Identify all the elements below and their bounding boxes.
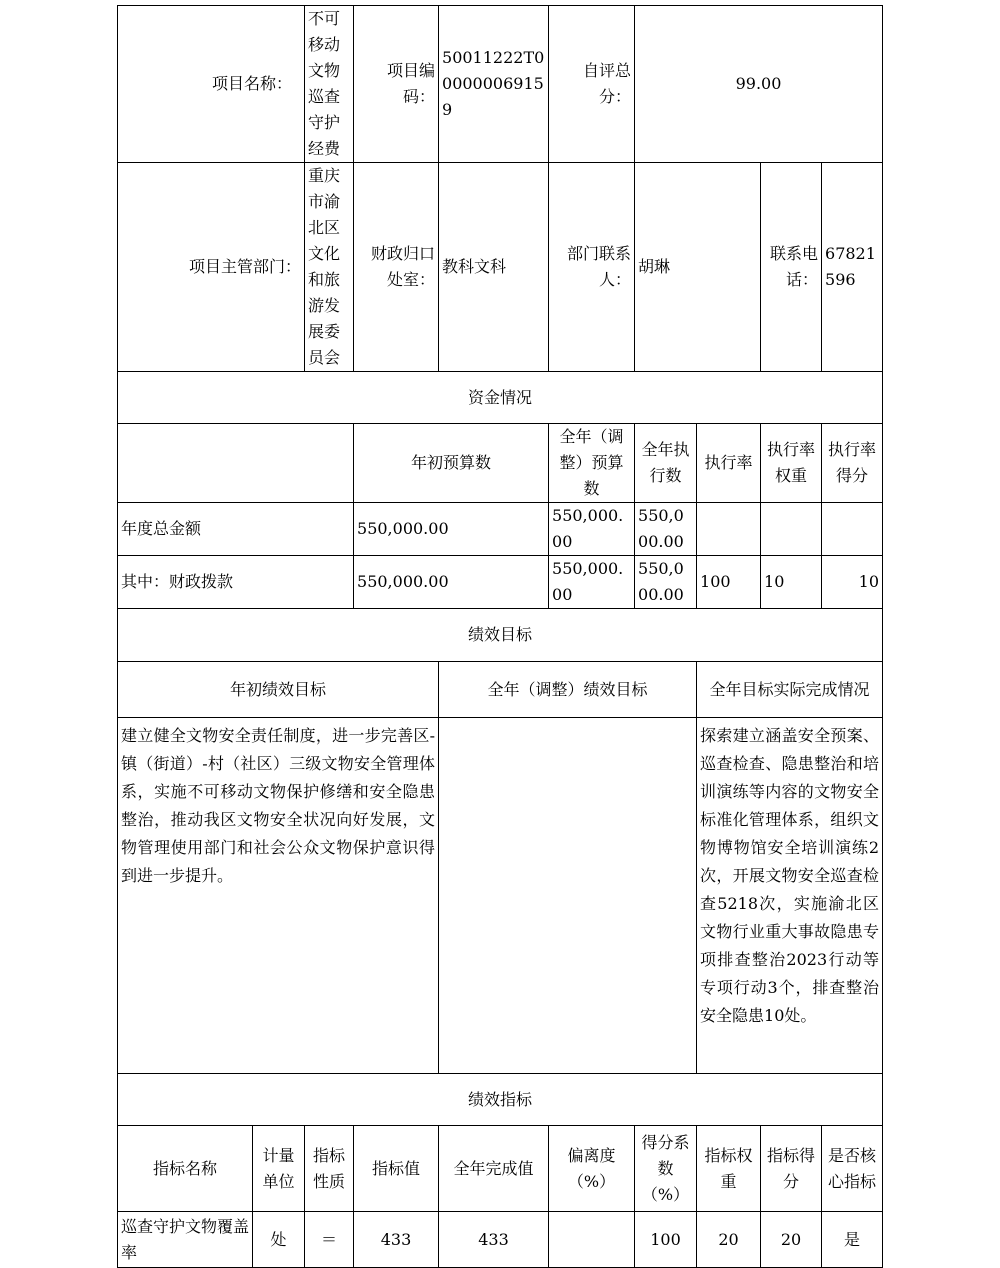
indicator-score: 20 <box>761 1212 822 1268</box>
finance-office-label: 财政归口处室： <box>354 163 439 372</box>
indicator-header-score: 指标得分 <box>761 1126 822 1212</box>
project-name-label: 项目名称： <box>118 6 305 163</box>
funds-weight-value: 10 <box>761 556 822 609</box>
funds-header-row <box>118 424 883 503</box>
indicators-section-row <box>118 1074 883 1126</box>
funds-header-budget: 年初预算数 <box>354 424 549 503</box>
indicator-header-unit: 计量单位 <box>253 1126 305 1212</box>
project-name-value: 不可移动文物巡查守护经费 <box>305 6 354 163</box>
self-score-value: 99.00 <box>635 6 883 163</box>
funds-row-total <box>118 503 883 556</box>
goals-content-row <box>118 718 883 1074</box>
project-code-label: 项目编码： <box>354 6 439 163</box>
indicator-target: 433 <box>354 1212 439 1268</box>
funds-row-label: 其中：财政拨款 <box>118 556 354 609</box>
dept-label: 项目主管部门： <box>118 163 305 372</box>
indicator-core: 是 <box>822 1212 883 1268</box>
indicator-actual: 433 <box>439 1212 549 1268</box>
indicator-header-target: 指标值 <box>354 1126 439 1212</box>
actual-completion-header: 全年目标实际完成情况 <box>697 662 883 718</box>
project-code-value: 50011222T000000069159 <box>439 6 549 163</box>
indicator-header-core: 是否核心指标 <box>822 1126 883 1212</box>
funds-rate-value <box>697 503 761 556</box>
funds-row-fiscal <box>118 556 883 609</box>
indicator-header-name: 指标名称 <box>118 1126 253 1212</box>
indicator-weight: 20 <box>697 1212 761 1268</box>
funds-header-score: 执行率得分 <box>822 424 883 503</box>
funds-section-row <box>118 372 883 424</box>
funds-executed-value: 550,000.00 <box>635 556 697 609</box>
dept-value: 重庆市渝北区文化和旅游发展委员会 <box>305 163 354 372</box>
indicator-coefficient: 100 <box>635 1212 697 1268</box>
initial-goal-header: 年初绩效目标 <box>118 662 439 718</box>
phone-value: 67821596 <box>822 163 883 372</box>
funds-header-weight: 执行率权重 <box>761 424 822 503</box>
funds-adjusted-value: 550,000.00 <box>549 556 635 609</box>
adjusted-goal-header: 全年（调整）绩效目标 <box>439 662 697 718</box>
contact-label: 部门联系人： <box>549 163 635 372</box>
indicator-row <box>118 1212 883 1268</box>
funds-adjusted-value: 550,000.00 <box>549 503 635 556</box>
project-info-row <box>118 6 883 163</box>
funds-budget-value: 550,000.00 <box>354 503 549 556</box>
funds-header-empty <box>118 424 354 503</box>
funds-row-label: 年度总金额 <box>118 503 354 556</box>
funds-rate-value: 100 <box>697 556 761 609</box>
contact-value: 胡琳 <box>635 163 761 372</box>
actual-completion-text: 探索建立涵盖安全预案、巡查检查、隐患整治和培训演练等内容的文物安全标准化管理体系，组织文物博物馆安全培训演练2次，开展文物安全巡查检查5218次，实施渝北区文物行业重大事故隐患专项排查整治2023行动等专项行动3个，排查整治安全隐患10处。 <box>697 718 883 1074</box>
funds-budget-value: 550,000.00 <box>354 556 549 609</box>
indicator-header-actual: 全年完成值 <box>439 1126 549 1212</box>
indicator-name: 巡查守护文物覆盖率 <box>118 1212 253 1268</box>
performance-report-table <box>117 5 883 1268</box>
funds-weight-value <box>761 503 822 556</box>
indicator-header-weight: 指标权重 <box>697 1126 761 1212</box>
funds-executed-value: 550,000.00 <box>635 503 697 556</box>
indicator-header-coefficient: 得分系数（%） <box>635 1126 697 1212</box>
funds-section-title: 资金情况 <box>118 372 883 424</box>
phone-label: 联系电话： <box>761 163 822 372</box>
goals-section-row <box>118 609 883 662</box>
indicators-section-title: 绩效指标 <box>118 1074 883 1126</box>
funds-score-value <box>822 503 883 556</box>
indicator-unit: 处 <box>253 1212 305 1268</box>
funds-header-adjusted: 全年（调整）预算数 <box>549 424 635 503</box>
indicator-nature: ＝ <box>305 1212 354 1268</box>
indicator-header-deviation: 偏离度（%） <box>549 1126 635 1212</box>
indicator-deviation <box>549 1212 635 1268</box>
self-score-label: 自评总分： <box>549 6 635 163</box>
funds-header-rate: 执行率 <box>697 424 761 503</box>
goals-header-row <box>118 662 883 718</box>
funds-header-executed: 全年执行数 <box>635 424 697 503</box>
funds-score-value: 10 <box>822 556 883 609</box>
indicator-header-nature: 指标性质 <box>305 1126 354 1212</box>
finance-office-value: 教科文科 <box>439 163 549 372</box>
initial-goal-text: 建立健全文物安全责任制度，进一步完善区-镇（街道）-村（社区）三级文物安全管理体系，实施不可移动文物保护修缮和安全隐患整治，推动我区文物安全状况向好发展，文物管理使用部门和社会公众文物保护意识得到进一步提升。 <box>118 718 439 1074</box>
goals-section-title: 绩效目标 <box>118 609 883 662</box>
department-info-row <box>118 163 883 372</box>
indicators-header-row <box>118 1126 883 1212</box>
adjusted-goal-text <box>439 718 697 1074</box>
